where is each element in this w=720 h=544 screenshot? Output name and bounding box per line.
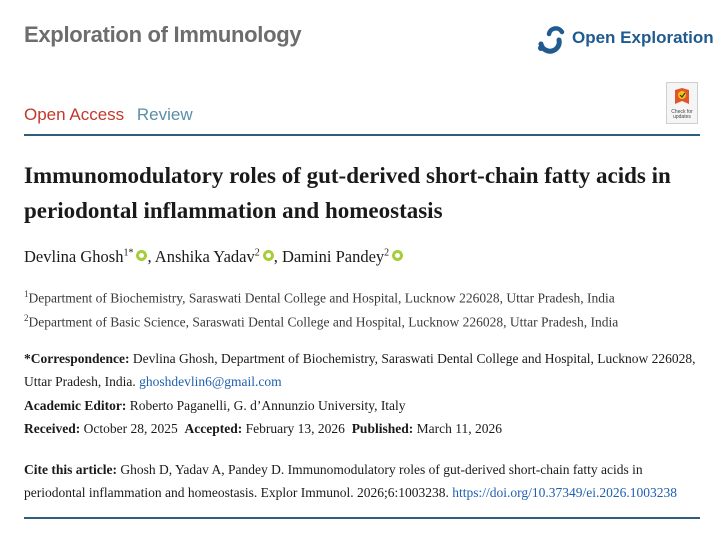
citation — [24, 458, 706, 504]
author-name[interactable]: Devlina Ghosh — [24, 247, 124, 266]
article-dates — [24, 417, 704, 440]
publisher-name: Open Exploration — [572, 28, 714, 47]
editor-label: Academic Editor: — [24, 398, 127, 413]
doi-link[interactable]: https://doi.org/10.37349/ei.2026.1003238 — [452, 485, 677, 500]
author-affiliation-mark: 2 — [384, 247, 390, 259]
editor-text: Roberto Paganelli, G. d’Annunzio University, Italy — [126, 398, 406, 413]
orcid-icon[interactable] — [136, 250, 147, 261]
author-name[interactable]: Anshika Yadav — [154, 247, 255, 266]
academic-editor — [24, 394, 704, 417]
check-for-updates-icon — [672, 86, 692, 108]
author-separator: , — [273, 247, 282, 266]
published-label: Published: — [351, 421, 414, 436]
citation-text: Ghosh D, Yadav A, Pandey D. Immunomodulatory roles of gut-derived short-chain fatty acids in periodontal inflammation and homeostasis. Explor Immunol. 2026;6:1003238. — [24, 462, 643, 500]
article-tags — [24, 105, 193, 125]
check-for-updates-text: Check for updates — [671, 109, 693, 120]
accepted-label: Accepted: — [184, 421, 243, 436]
correspondence — [24, 347, 704, 393]
correspondence-text: Devlina Ghosh, Department of Biochemistry, Saraswati Dental College and Hospital, Lucknow 226028, Uttar Pradesh, India. — [24, 351, 696, 389]
orcid-icon[interactable] — [392, 250, 403, 261]
check-for-updates-badge[interactable] — [666, 82, 698, 124]
author-affiliation-mark: 1* — [123, 247, 134, 259]
orcid-icon[interactable] — [263, 250, 274, 261]
open-access-tag: Open Access — [24, 105, 125, 124]
received-label: Received: — [24, 421, 81, 436]
affiliation-number: 1 — [24, 289, 29, 299]
article-type-tag: Review — [136, 105, 193, 124]
header-divider — [24, 134, 700, 136]
accepted-date: February 13, 2026 — [242, 421, 345, 436]
affiliation-text: Department of Basic Science, Saraswati Dental College and Hospital, Lucknow 226028, Uttar Pradesh, India — [28, 314, 619, 330]
open-exploration-logo-icon — [535, 22, 567, 54]
publisher-brand[interactable] — [535, 22, 714, 54]
affiliation-text: Department of Biochemistry, Saraswati Dental College and Hospital, Lucknow 226028, Uttar Pradesh, India — [28, 290, 615, 306]
author-affiliation-mark: 2 — [254, 247, 260, 259]
affiliation-2 — [24, 313, 618, 331]
published-date: March 11, 2026 — [413, 421, 502, 436]
journal-title: Exploration of Immunology — [24, 22, 302, 47]
received-date: October 28, 2025 — [80, 421, 178, 436]
correspondence-label: *Correspondence: — [24, 351, 130, 366]
affiliation-1 — [24, 289, 615, 307]
author-name[interactable]: Damini Pandey — [281, 247, 385, 266]
author-separator: , — [147, 247, 155, 266]
correspondence-email-link[interactable]: ghoshdevlin6@gmail.com — [139, 374, 282, 389]
citation-label: Cite this article: — [24, 462, 117, 477]
article-title: Immunomodulatory roles of gut-derived short-chain fatty acids in periodontal inflammation and homeostasis — [24, 163, 671, 223]
author-list — [24, 247, 403, 267]
footer-divider — [24, 517, 700, 519]
affiliation-number: 2 — [24, 313, 29, 323]
